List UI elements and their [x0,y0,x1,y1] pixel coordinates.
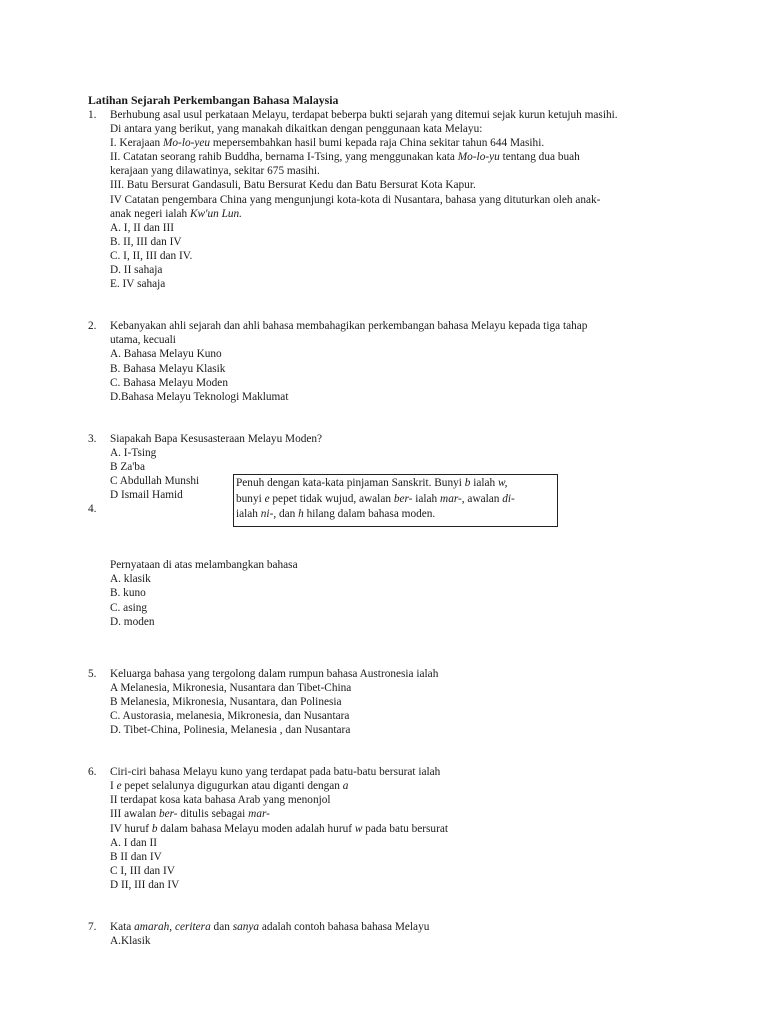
question-text: utama, kecuali [110,334,176,347]
question-2 [88,319,688,404]
option: B II dan IV [110,850,162,863]
question-number: 2. [88,320,97,333]
option: D. II sahaja [110,264,163,277]
option: A.Klasik [110,935,151,948]
option: D. Tibet-China, Polinesia, Melanesia , dan Nusantara [110,724,351,737]
option: C I, III dan IV [110,864,175,877]
option: B. Bahasa Melayu Klasik [110,362,226,375]
question-text: Kata amarah, ceritera dan sanya adalah contoh bahasa bahasa Melayu [110,921,430,934]
question-text: Kebanyakan ahli sejarah dan ahli bahasa membahagikan perkembangan bahasa Melayu kepada tiga tahap [110,320,588,333]
statement-iv: IV Catatan pengembara China yang mengunjungi kota-kota di Nusantara, bahasa yang dituturkan oleh anak- [110,193,601,206]
passage-line: bunyi e pepet tidak wujud, awalan ber- ialah mar-, awalan di- [236,492,515,505]
question-text: Keluarga bahasa yang tergolong dalam rumpun bahasa Austronesia ialah [110,667,439,680]
statement-ii-cont: kerajaan yang dilawatinya, sekitar 675 masihi. [110,165,320,178]
statement-iv-cont: anak negeri ialah Kw'un Lun. [110,207,242,220]
statement-ii: II terdapat kosa kata bahasa Arab yang menonjol [110,794,331,807]
option: C. asing [110,601,148,614]
option: E. IV sahaja [110,278,166,291]
option: A. Bahasa Melayu Kuno [110,348,222,361]
statement-ii: II. Catatan seorang rahib Buddha, bernama I-Tsing, yang menggunakan kata Mo-lo-yu tentang dua buah [110,151,580,164]
question-1 [88,108,688,291]
question-number: 4. [88,503,97,516]
statement-i: I. Kerajaan Mo-lo-yeu mepersembahkan hasil bumi kepada raja China sekitar tahun 644 Masihi. [110,137,545,150]
passage-line: Penuh dengan kata-kata pinjaman Sanskrit. Bunyi b ialah w, [236,477,508,489]
statement-iii: III awalan ber- ditulis sebagai mar- [110,808,270,821]
question-number: 3. [88,432,97,445]
question-text: Ciri-ciri bahasa Melayu kuno yang terdapat pada batu-batu bersurat ialah [110,766,441,779]
passage-line: ialah ni-, dan h hilang dalam bahasa moden. [236,508,436,520]
option: A Melanesia, Mikronesia, Nusantara dan Tibet-China [110,681,352,694]
option: A. I dan II [110,836,158,849]
question-text: Berhubung asal usul perkataan Melayu, terdapat beberpa bukti sejarah yang ditemui sejak kurun ketujuh masihi. [110,109,618,121]
question-number: 6. [88,766,97,779]
option: B. II, III dan IV [110,235,182,248]
statement-iv: IV huruf b dalam bahasa Melayu moden adalah huruf w pada batu bersurat [110,822,448,835]
option: B. kuno [110,587,146,600]
option: A. klasik [110,573,151,586]
statement-i: I e pepet selalunya digugurkan atau diganti dengan a [110,780,349,793]
option: B Za'ba [110,460,145,473]
question-text: Pernyataan di atas melambangkan bahasa [110,559,298,572]
option: D.Bahasa Melayu Teknologi Maklumat [110,390,289,403]
question-6 [88,765,688,892]
option: C. Austorasia, melanesia, Mikronesia, dan Nusantara [110,710,350,722]
question-number: 1. [88,109,97,121]
worksheet-title: Latihan Sejarah Perkembangan Bahasa Malaysia [88,93,339,107]
option: D II, III dan IV [110,878,180,891]
question-number: 5. [88,667,97,680]
question-text: Di antara yang berikut, yang manakah dikaitkan dengan penggunaan kata Melayu: [110,123,483,136]
option: B Melanesia, Mikronesia, Nusantara, dan Polinesia [110,695,342,708]
question-5 [88,667,688,737]
option: C Abdullah Munshi [110,475,200,488]
option: C. Bahasa Melayu Moden [110,376,228,389]
question-text: Siapakah Bapa Kesusasteraan Melayu Moden? [110,432,323,445]
question-number: 7. [88,921,97,934]
option: C. I, II, III dan IV. [110,249,193,262]
q4-passage-box [233,474,558,527]
question-7 [88,920,688,948]
option: D. moden [110,615,155,628]
option: A. I, II dan III [110,221,174,234]
option: D Ismail Hamid [110,489,183,502]
statement-iii: III. Batu Bersurat Gandasuli, Batu Bersurat Kedu dan Batu Bersurat Kota Kapur. [110,179,476,192]
option: A. I-Tsing [110,446,157,459]
